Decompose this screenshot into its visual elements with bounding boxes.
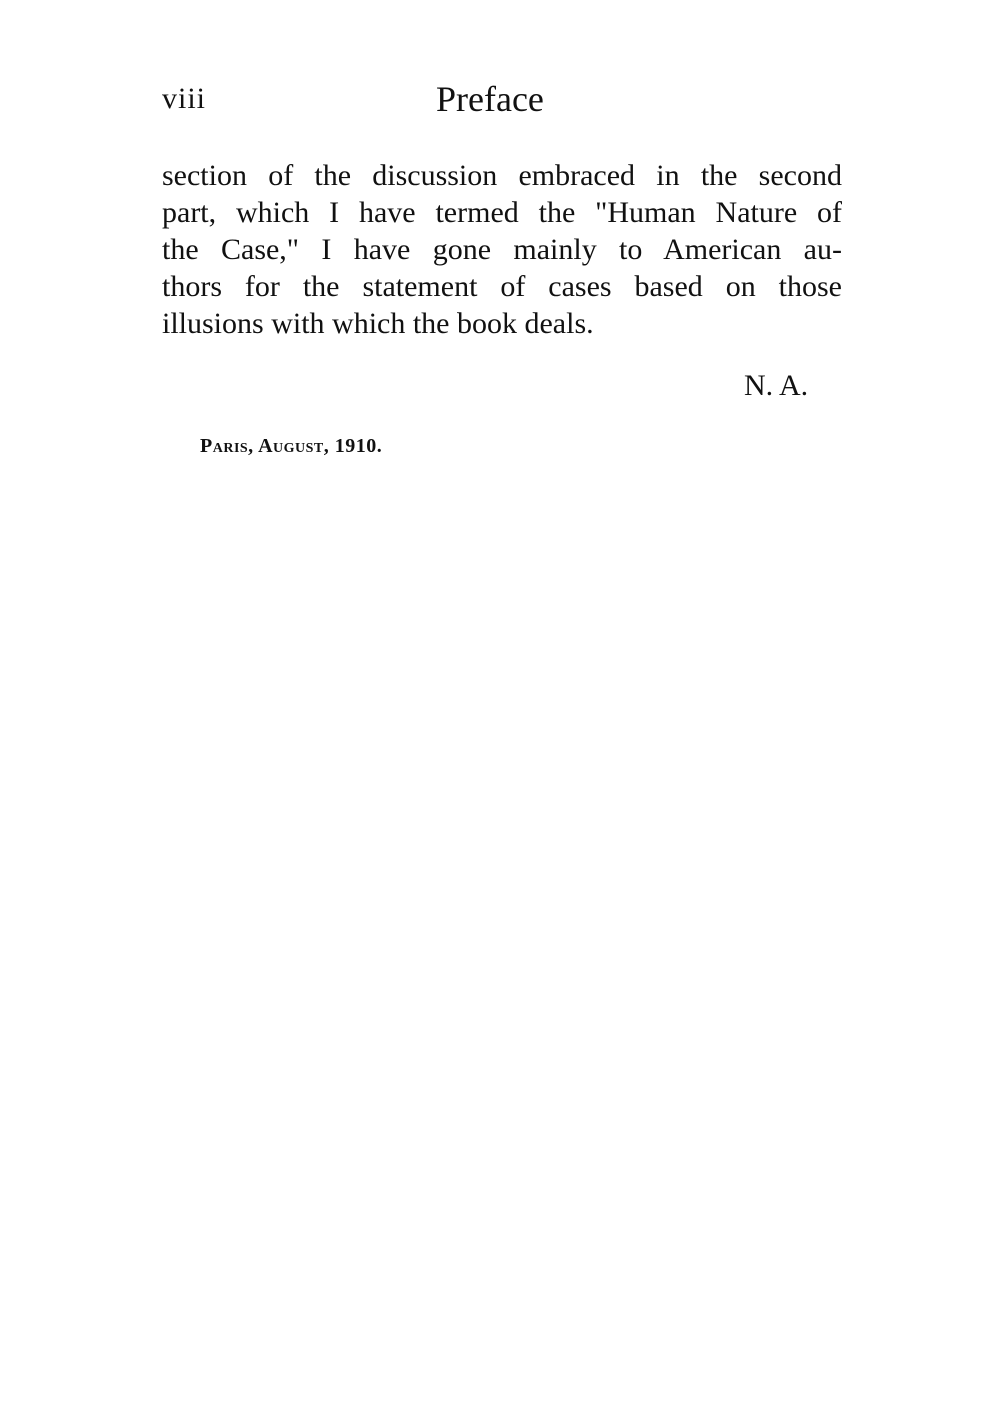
body-line: section of the discussion embraced in the second: [162, 159, 842, 192]
page-number: viii: [162, 82, 207, 115]
body-line: thors for the statement of cases based on those: [162, 270, 842, 303]
signature: N. A.: [744, 369, 809, 402]
body-line: part, which I have termed the "Human Nature of: [162, 196, 842, 229]
body-paragraph: [162, 157, 842, 342]
dateline: Paris, August, 1910.: [200, 435, 383, 457]
running-title: Preface: [436, 79, 544, 119]
body-line: the Case," I have gone mainly to American au-: [162, 233, 842, 266]
body-line: illusions with which the book deals.: [162, 307, 594, 340]
